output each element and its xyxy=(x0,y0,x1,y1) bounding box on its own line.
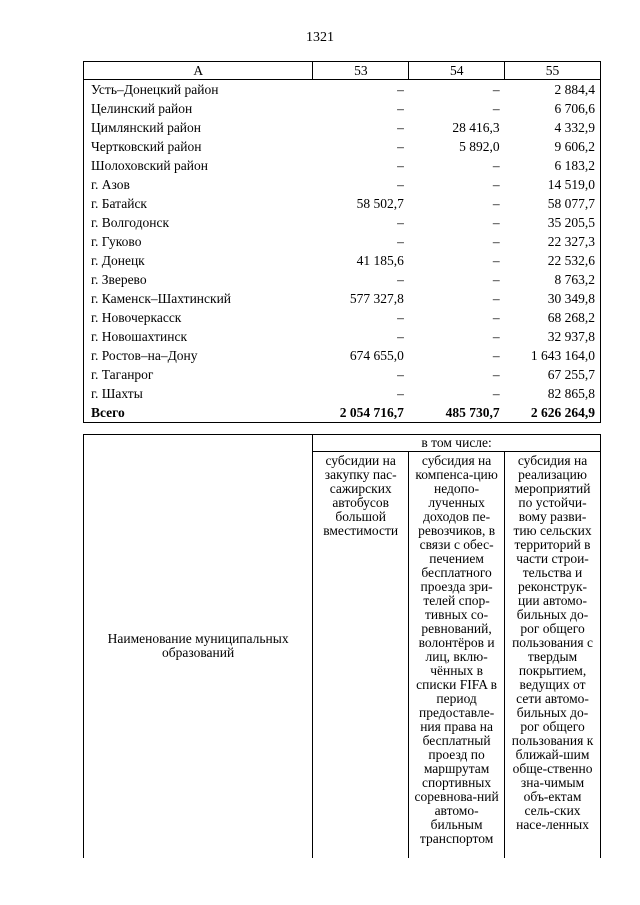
value-54: – xyxy=(492,196,500,211)
municipality-name: г. Азов xyxy=(84,175,313,194)
table-row xyxy=(84,194,601,213)
value-55: 22 327,3 xyxy=(505,232,601,251)
value-53: 58 502,7 xyxy=(356,196,404,211)
total-53: 2 054 716,7 xyxy=(313,403,409,423)
table-row xyxy=(84,213,601,232)
value-55: 82 865,8 xyxy=(505,384,601,403)
value-54: – xyxy=(492,386,500,401)
total-55: 2 626 264,9 xyxy=(505,403,601,423)
value-53: – xyxy=(397,272,404,287)
including-header: в том числе: xyxy=(313,435,601,452)
table-row xyxy=(84,175,601,194)
municipality-name: Чертковский район xyxy=(84,137,313,156)
municipality-name: г. Ростов–на–Дону xyxy=(84,346,313,365)
value-55: 1 643 164,0 xyxy=(505,346,601,365)
total-54: 485 730,7 xyxy=(409,403,505,423)
value-53: – xyxy=(397,158,404,173)
value-54: – xyxy=(492,310,500,325)
table-header-row xyxy=(84,62,601,80)
table-row xyxy=(84,80,601,100)
value-55: 6 183,2 xyxy=(505,156,601,175)
value-53: – xyxy=(397,215,404,230)
value-54: 28 416,3 xyxy=(452,120,500,135)
table-row xyxy=(84,346,601,365)
continuation-header-table xyxy=(83,434,601,858)
value-55: 35 205,5 xyxy=(505,213,601,232)
municipality-name: г. Батайск xyxy=(84,194,313,213)
value-54: – xyxy=(492,253,500,268)
municipality-name: г. Донецк xyxy=(84,251,313,270)
value-53: 674 655,0 xyxy=(349,348,404,363)
value-53: – xyxy=(397,101,404,116)
value-53: 41 185,6 xyxy=(356,253,404,268)
value-54: – xyxy=(492,82,500,97)
value-53: – xyxy=(397,234,404,249)
value-53: – xyxy=(397,82,404,97)
municipality-name: Целинский район xyxy=(84,99,313,118)
municipality-name: г. Шахты xyxy=(84,384,313,403)
value-54: 5 892,0 xyxy=(459,139,500,154)
value-53: – xyxy=(397,386,404,401)
value-53: 577 327,8 xyxy=(349,291,404,306)
municipality-name: г. Зверево xyxy=(84,270,313,289)
municipality-name: г. Гуково xyxy=(84,232,313,251)
value-55: 4 332,9 xyxy=(505,118,601,137)
municipality-name: Усть–Донецкий район xyxy=(84,80,313,100)
value-55: 2 884,4 xyxy=(505,80,601,100)
municipality-name: г. Каменск–Шахтинский xyxy=(84,289,313,308)
value-54: – xyxy=(492,177,500,192)
value-54: – xyxy=(492,234,500,249)
value-55: 9 606,2 xyxy=(505,137,601,156)
table-row xyxy=(84,308,601,327)
value-55: 67 255,7 xyxy=(505,365,601,384)
column-header-53: 53 xyxy=(313,62,409,80)
column-53-description: субсидии на закупку пас-сажирских автобусов большой вместимости xyxy=(313,452,409,858)
table-row xyxy=(84,365,601,384)
value-53: – xyxy=(397,177,404,192)
value-55: 22 532,6 xyxy=(505,251,601,270)
value-55: 6 706,6 xyxy=(505,99,601,118)
value-54: – xyxy=(492,272,500,287)
table-row xyxy=(84,137,601,156)
table-row xyxy=(84,156,601,175)
municipal-name-header: Наименование муниципальных образований xyxy=(84,435,313,858)
value-55: 8 763,2 xyxy=(505,270,601,289)
value-55: 14 519,0 xyxy=(505,175,601,194)
value-55: 68 268,2 xyxy=(505,308,601,327)
municipality-name: Цимлянский район xyxy=(84,118,313,137)
table-row xyxy=(84,251,601,270)
table-row xyxy=(84,289,601,308)
municipality-name: Шолоховский район xyxy=(84,156,313,175)
table-row xyxy=(84,118,601,137)
value-54: – xyxy=(492,158,500,173)
value-55: 30 349,8 xyxy=(505,289,601,308)
value-54: – xyxy=(492,367,500,382)
value-53: – xyxy=(397,310,404,325)
column-header-54: 54 xyxy=(409,62,505,80)
budget-table xyxy=(83,61,601,423)
page-number: 1321 xyxy=(306,30,334,45)
value-55: 58 077,7 xyxy=(505,194,601,213)
column-header-55: 55 xyxy=(505,62,601,80)
municipality-name: г. Таганрог xyxy=(84,365,313,384)
value-55: 32 937,8 xyxy=(505,327,601,346)
value-54: – xyxy=(492,348,500,363)
column-header-a: А xyxy=(84,62,313,80)
table-row xyxy=(84,232,601,251)
value-53: – xyxy=(397,329,404,344)
total-row xyxy=(84,403,601,423)
table-row xyxy=(84,270,601,289)
column-54-description: субсидия на компенса-цию недопо-лученных доходов пе-ревозчиков, в связи с обес-печением бесплатного проезда зри-телей спор-тивных со-ревнований, волонтёров и лиц, вклю-чённых в списки FIFA в период предоставле-ния права на бесплатный проезд по маршрутам спортивных соревнова-ний автомо-бильным транспортом xyxy=(409,452,505,858)
value-53: – xyxy=(397,139,404,154)
value-54: – xyxy=(492,101,500,116)
municipality-name: г. Волгодонск xyxy=(84,213,313,232)
value-54: – xyxy=(492,291,500,306)
value-53: – xyxy=(397,367,404,382)
table-row xyxy=(84,99,601,118)
table-row xyxy=(84,327,601,346)
municipality-name: г. Новошахтинск xyxy=(84,327,313,346)
total-label: Всего xyxy=(84,403,313,423)
column-55-description: субсидия на реализацию мероприятий по устойчи-вому разви-тию сельских территорий в части строи-тельства и реконструк-ции автомо-бильных до-рог общего пользования с твердым покрытием, ведущих от сети автомо-бильных до-рог общего пользования к ближай-шим обще-ственно зна-чимым объ-ектам сель-ских насе-ленных xyxy=(505,452,601,858)
value-53: – xyxy=(397,120,404,135)
value-54: – xyxy=(492,215,500,230)
table-row xyxy=(84,384,601,403)
municipality-name: г. Новочеркасск xyxy=(84,308,313,327)
value-54: – xyxy=(492,329,500,344)
